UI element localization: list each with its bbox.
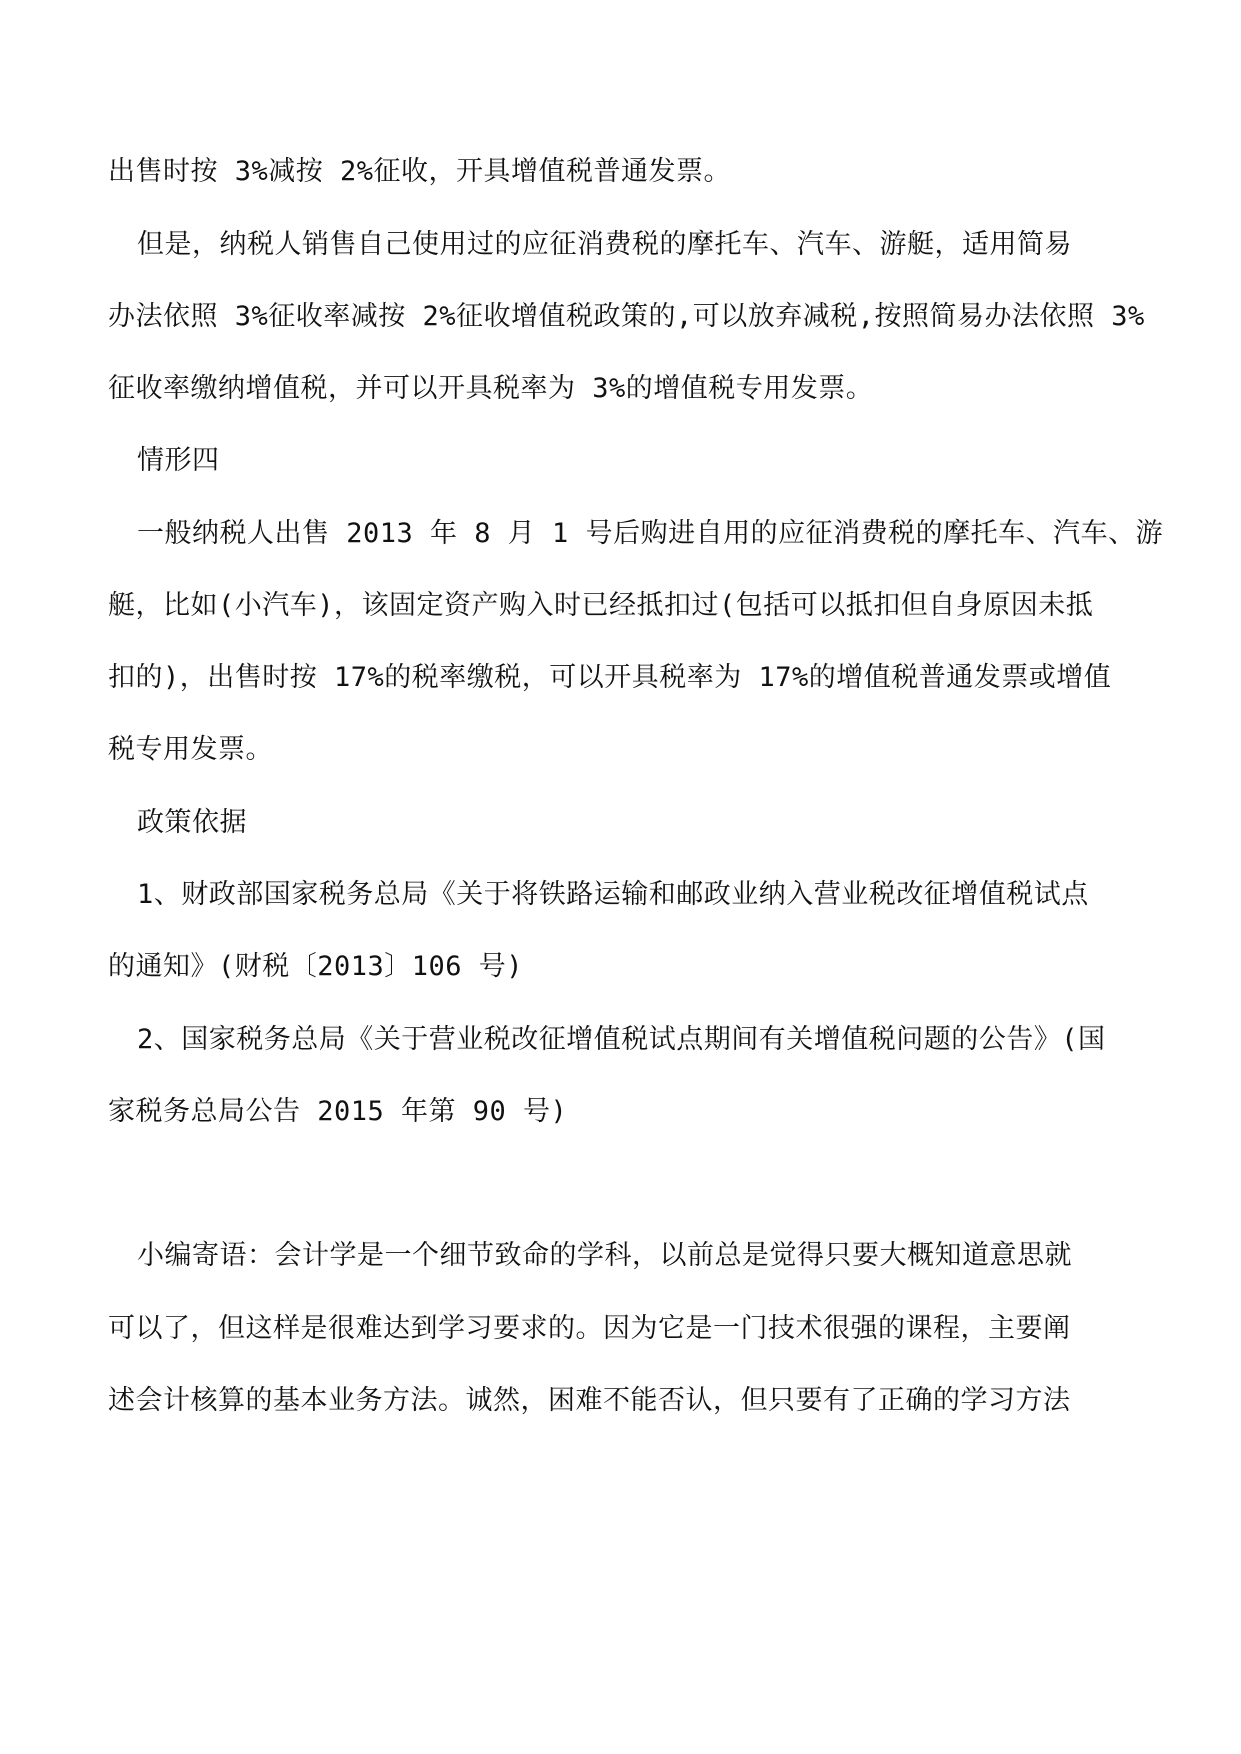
- paragraph-line: 艇，比如(小汽车)，该固定资产购入时已经抵扣过(包括可以抵扣但自身原因未抵: [108, 590, 1094, 621]
- document-page: [108, 0, 1164, 1754]
- section-heading: 政策依据: [137, 807, 247, 838]
- paragraph-line: 征收率缴纳增值税，并可以开具税率为 3%的增值税专用发票。: [108, 373, 874, 404]
- paragraph-line: 办法依照 3%征收率减按 2%征收增值税政策的,可以放弃减税,按照简易办法依照 3%: [108, 301, 1145, 332]
- reference-item: 2、国家税务总局《关于营业税改征增值税试点期间有关增值税问题的公告》(国: [137, 1024, 1106, 1055]
- reference-item-cont: 的通知》(财税〔2013〕106 号): [108, 951, 524, 982]
- reference-item-cont: 家税务总局公告 2015 年第 90 号): [108, 1096, 568, 1127]
- paragraph-line: 出售时按 3%减按 2%征收，开具增值税普通发票。: [108, 156, 732, 187]
- paragraph-line: 扣的)，出售时按 17%的税率缴税，可以开具税率为 17%的增值税普通发票或增值: [108, 662, 1112, 693]
- paragraph-line: 但是，纳税人销售自己使用过的应征消费税的摩托车、汽车、游艇，适用简易: [137, 229, 1072, 260]
- paragraph-line: 税专用发票。: [108, 734, 273, 765]
- paragraph-line: 述会计核算的基本业务方法。诚然，困难不能否认，但只要有了正确的学习方法: [108, 1385, 1071, 1416]
- reference-item: 1、财政部国家税务总局《关于将铁路运输和邮政业纳入营业税改征增值税试点: [137, 879, 1089, 910]
- paragraph-line: 一般纳税人出售 2013 年 8 月 1 号后购进自用的应征消费税的摩托车、汽车、游: [137, 518, 1164, 549]
- section-heading: 情形四: [137, 445, 220, 476]
- paragraph-line: 小编寄语：会计学是一个细节致命的学科，以前总是觉得只要大概知道意思就: [137, 1240, 1072, 1271]
- paragraph-line: 可以了，但这样是很难达到学习要求的。因为它是一门技术很强的课程，主要阐: [108, 1313, 1071, 1344]
